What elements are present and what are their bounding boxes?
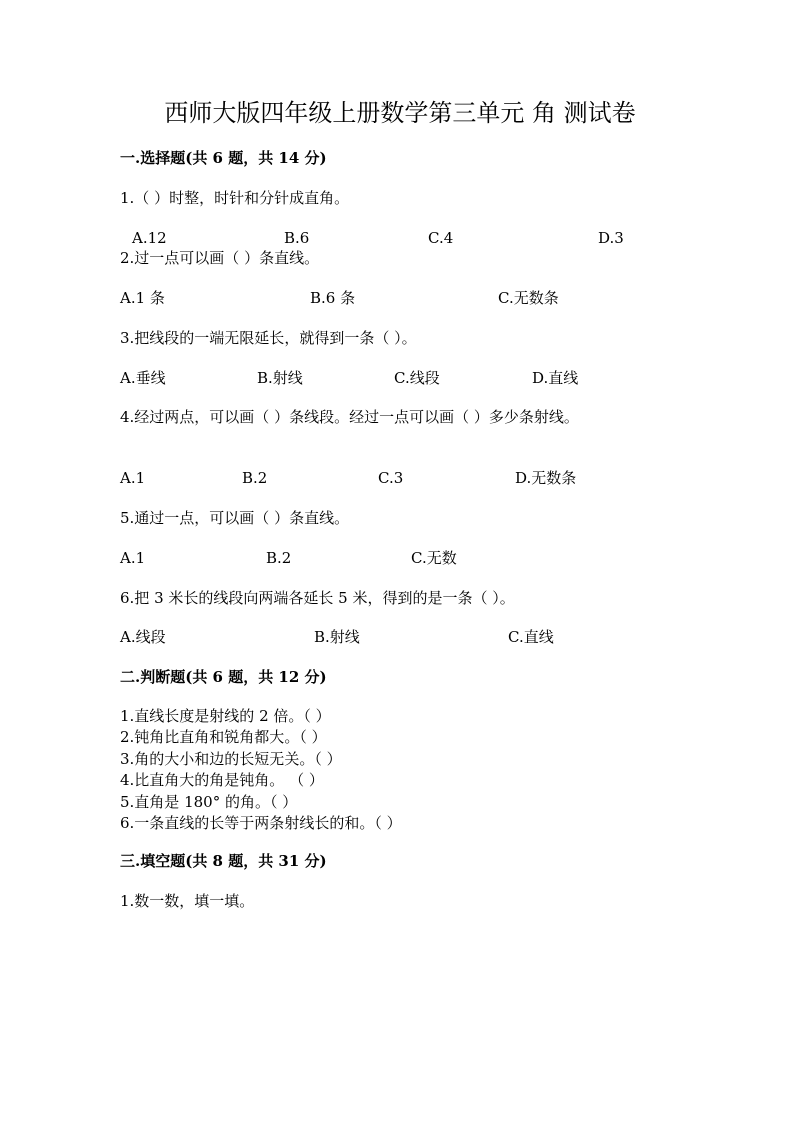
- option-1a: A.12: [132, 229, 167, 247]
- option-6c: C.直线: [508, 628, 554, 646]
- option-3c: C.线段: [394, 369, 440, 387]
- judge-item-4: 4.比直角大的角是钝角。 （ ）: [120, 771, 324, 789]
- option-5c: C.无数: [411, 549, 457, 567]
- question-4: 4.经过两点，可以画（ ）条线段。经过一点可以画（ ）多少条射线。: [120, 408, 579, 426]
- option-1b: B.6: [284, 229, 310, 247]
- option-4d: D.无数条: [515, 469, 577, 487]
- judge-item-2: 2.钝角比直角和锐角都大。（ ）: [120, 728, 327, 746]
- option-2b: B.6 条: [310, 289, 356, 307]
- judge-item-3: 3.角的大小和边的长短无关。（ ）: [120, 750, 342, 768]
- section-heading-judge: 二.判断题(共 6 题，共 12 分): [120, 668, 327, 686]
- option-4c: C.3: [378, 469, 404, 487]
- option-3b: B.射线: [257, 369, 303, 387]
- question-3: 3.把线段的一端无限延长，就得到一条（ ）。: [120, 329, 417, 347]
- question-2: 2.过一点可以画（ ）条直线。: [120, 249, 320, 267]
- judge-item-5: 5.直角是 180° 的角。（ ）: [120, 793, 298, 811]
- judge-item-1: 1.直线长度是射线的 2 倍。（ ）: [120, 707, 331, 725]
- option-5a: A.1: [120, 549, 146, 567]
- option-6a: A.线段: [120, 628, 166, 646]
- option-2c: C.无数条: [498, 289, 559, 307]
- question-6: 6.把 3 米长的线段向两端各延长 5 米，得到的是一条（ ）。: [120, 589, 515, 607]
- judge-item-6: 6.一条直线的长等于两条射线长的和。（ ）: [120, 814, 402, 832]
- fill-item-1: 1.数一数，填一填。: [120, 892, 255, 910]
- option-6b: B.射线: [314, 628, 360, 646]
- option-1c: C.4: [428, 229, 454, 247]
- question-5: 5.通过一点，可以画（ ）条直线。: [120, 509, 350, 527]
- option-4a: A.1: [120, 469, 146, 487]
- question-1: 1.（ ）时整，时针和分针成直角。: [120, 189, 350, 207]
- option-3d: D.直线: [532, 369, 579, 387]
- section-heading-choice: 一.选择题(共 6 题，共 14 分): [120, 149, 327, 167]
- section-heading-fill: 三.填空题(共 8 题，共 31 分): [120, 852, 327, 870]
- option-5b: B.2: [266, 549, 292, 567]
- option-1d: D.3: [598, 229, 624, 247]
- page-title: 西师大版四年级上册数学第三单元 角 测试卷: [164, 99, 636, 127]
- option-3a: A.垂线: [120, 369, 166, 387]
- option-2a: A.1 条: [120, 289, 165, 307]
- option-4b: B.2: [242, 469, 268, 487]
